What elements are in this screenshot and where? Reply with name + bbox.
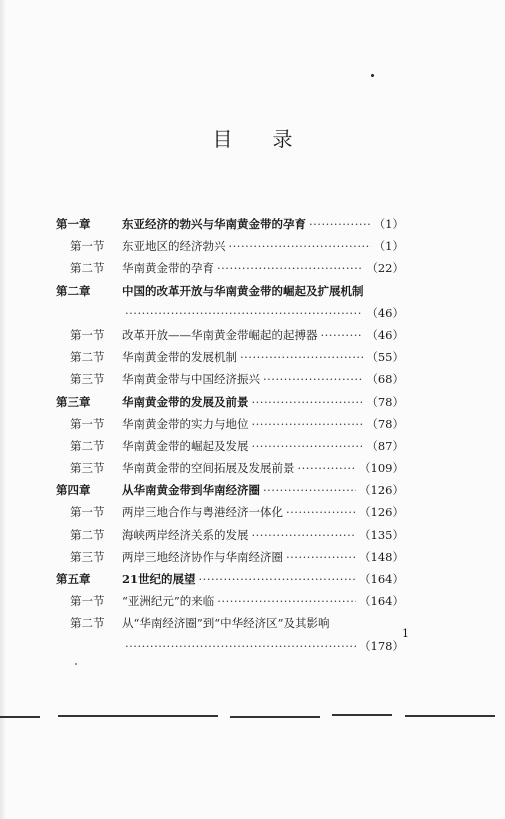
toc-entry-title: 华南黄金带的实力与地位 <box>122 416 249 431</box>
toc-entry-number: 第二节 <box>70 350 105 365</box>
scan-speck <box>75 663 77 665</box>
toc-page-ref: （55） <box>366 350 404 365</box>
toc-page-ref: （148） <box>359 549 404 564</box>
toc-section-row[interactable] <box>56 501 404 523</box>
toc-page-ref: （78） <box>366 394 404 409</box>
toc-page-ref: （1） <box>373 217 404 231</box>
toc-continuation-row[interactable] <box>56 302 404 324</box>
toc-page-ref: （109） <box>359 461 404 476</box>
toc-chapter-row[interactable] <box>56 479 404 501</box>
toc-dot-leader <box>286 501 356 523</box>
toc-page-ref: （126） <box>359 505 404 520</box>
toc-dot-leader <box>125 635 356 657</box>
toc-page-ref: （126） <box>359 483 404 498</box>
toc-section-row[interactable] <box>56 457 404 479</box>
toc-section-row[interactable] <box>56 346 404 368</box>
toc-dot-leader <box>252 524 357 546</box>
toc-section-row[interactable] <box>56 324 404 346</box>
toc-entry-number: 第二节 <box>70 261 105 276</box>
toc-section-row[interactable] <box>56 235 404 257</box>
toc-entry-title: 两岸三地合作与粤港经济一体化 <box>122 505 283 520</box>
page-bottom-edge <box>0 713 505 719</box>
toc-chapter-row[interactable] <box>56 568 404 590</box>
page-number: 1 <box>402 627 409 640</box>
toc-page-ref: （22） <box>366 261 404 276</box>
toc-entry-number: 第二节 <box>70 438 105 453</box>
toc-entry-number: 第三节 <box>70 461 105 476</box>
toc-entry-title: 从华南黄金带到华南经济圈 <box>122 483 260 498</box>
toc-dot-leader <box>125 302 363 324</box>
toc-dot-leader <box>263 368 363 390</box>
toc-page-ref: （46） <box>366 327 404 342</box>
toc-entry-title: 华南黄金带的空间拓展及发展前景 <box>122 461 295 476</box>
toc-section-row[interactable] <box>56 435 404 457</box>
toc-entry-number: 第一章 <box>56 217 91 231</box>
toc-dot-leader <box>217 257 363 279</box>
toc-entry-number: 第一节 <box>70 327 105 342</box>
toc-entry-number: 第二章 <box>56 283 91 298</box>
toc-section-row[interactable] <box>56 524 404 546</box>
toc-entry-title: 华南黄金带的孕育 <box>122 261 214 276</box>
toc-dot-leader <box>298 457 357 479</box>
toc-entry-title: 改革开放——华南黄金带崛起的起搏器 <box>122 327 318 342</box>
toc-dot-leader <box>229 235 371 257</box>
toc-dot-leader <box>217 590 356 612</box>
toc-entry-title: 21世纪的展望 <box>122 572 196 586</box>
toc-entry-title: “亚洲纪元”的来临 <box>122 594 215 609</box>
toc-section-row[interactable] <box>56 590 404 612</box>
toc-page-ref: （87） <box>366 438 404 453</box>
toc-entry-number: 第三章 <box>56 394 91 409</box>
toc-dot-leader <box>252 413 364 435</box>
toc-dot-leader <box>309 213 371 235</box>
toc-entry-title: 华南黄金带的崛起及发展 <box>122 438 249 453</box>
toc-entry-title: 华南黄金带的发展及前景 <box>122 394 249 409</box>
toc-page-ref: （1） <box>373 239 404 254</box>
toc-entry-title: 两岸三地经济协作与华南经济圈 <box>122 549 283 564</box>
toc-dot-leader <box>263 479 356 501</box>
scan-speck <box>371 74 374 77</box>
toc-entry-title: 华南黄金带的发展机制 <box>122 350 237 365</box>
toc-page-ref: （178） <box>359 638 404 653</box>
toc-entry-number: 第四章 <box>56 483 91 498</box>
toc-section-row[interactable] <box>56 612 404 634</box>
toc-chapter-row[interactable] <box>56 391 404 413</box>
toc-section-row[interactable] <box>56 546 404 568</box>
toc-dot-leader <box>252 391 364 413</box>
toc-entry-number: 第一节 <box>70 239 105 254</box>
toc-chapter-row[interactable] <box>56 213 404 235</box>
toc-entry-title: 东亚经济的勃兴与华南黄金带的孕育 <box>122 217 306 231</box>
toc-section-row[interactable] <box>56 368 404 390</box>
toc-entry-title: 中国的改革开放与华南黄金带的崛起及扩展机制 <box>122 283 364 298</box>
toc-chapter-row[interactable] <box>56 280 404 302</box>
toc-section-row[interactable] <box>56 257 404 279</box>
toc-dot-leader <box>199 568 357 590</box>
toc-entry-number: 第一节 <box>70 505 105 520</box>
toc-dot-leader <box>286 546 356 568</box>
toc-entry-number: 第二节 <box>70 527 105 542</box>
toc-dot-leader <box>252 435 364 457</box>
toc-entry-number: 第一节 <box>70 594 105 609</box>
toc-entry-title: 海峡两岸经济关系的发展 <box>122 527 249 542</box>
toc-page-ref: （78） <box>366 416 404 431</box>
toc-entry-number: 第三节 <box>70 372 105 387</box>
toc-entry-title: 华南黄金带与中国经济振兴 <box>122 372 260 387</box>
toc-entry-number: 第一节 <box>70 416 105 431</box>
table-of-contents <box>56 213 404 657</box>
toc-entry-number: 第五章 <box>56 572 91 586</box>
toc-entry-title: 东亚地区的经济勃兴 <box>122 239 226 254</box>
toc-page-ref: （68） <box>366 372 404 387</box>
toc-page-ref: （46） <box>366 305 404 320</box>
toc-dot-leader <box>321 324 364 346</box>
toc-page-ref: （135） <box>359 527 404 542</box>
toc-dot-leader <box>240 346 363 368</box>
toc-entry-title: 从“华南经济圈”到“中华经济区”及其影响 <box>122 616 330 631</box>
toc-continuation-row[interactable] <box>56 635 404 657</box>
toc-page-ref: （164） <box>359 594 404 609</box>
toc-entry-number: 第二节 <box>70 616 105 631</box>
toc-section-row[interactable] <box>56 413 404 435</box>
toc-page-ref: （164） <box>359 572 404 586</box>
toc-entry-number: 第三节 <box>70 549 105 564</box>
toc-heading: 目录 <box>212 127 333 151</box>
